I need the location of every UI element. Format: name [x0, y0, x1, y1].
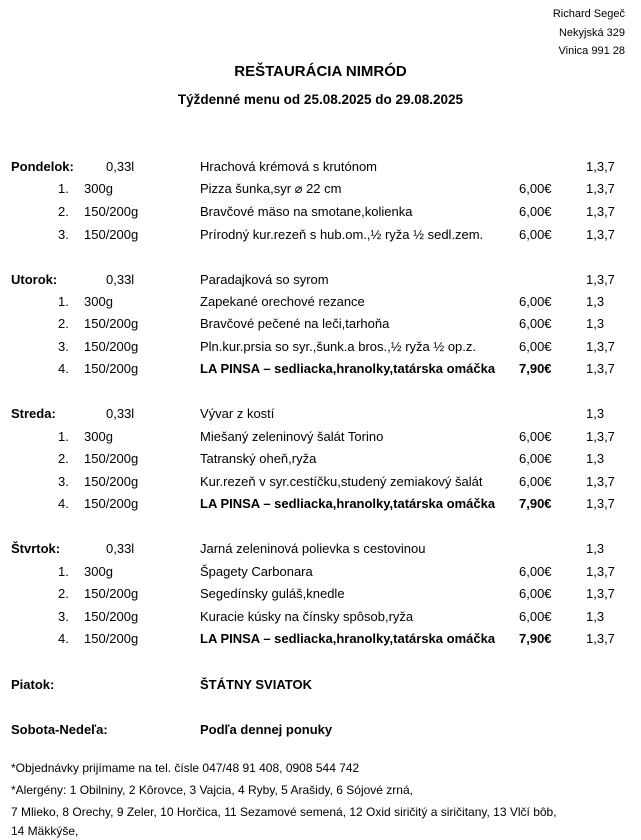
item-size: 150/200g: [84, 496, 139, 511]
menu-item: [0, 474, 641, 492]
menu-item: [0, 631, 641, 649]
allergens: 1,3: [586, 451, 605, 466]
item-size: 300g: [84, 294, 113, 309]
item-name: Pln.kur.prsia so syr.,šunk.a bros.,½ ryža ½ op.z.: [200, 339, 477, 354]
item-price: 6,00€: [519, 227, 552, 242]
soup-name: Vývar z kostí: [200, 406, 275, 421]
menu-item: [0, 429, 641, 447]
menu-item: [0, 586, 641, 604]
day-header-friday: [0, 677, 641, 695]
day-name: Štvrtok:: [11, 541, 61, 556]
day-name: Piatok:: [11, 677, 55, 692]
item-price: 7,90€: [519, 361, 552, 376]
soup-size: 0,33l: [106, 406, 135, 421]
address-street: Nekyjská 329: [558, 27, 625, 39]
item-size: 150/200g: [84, 316, 139, 331]
allergens: 1,3: [586, 406, 605, 421]
item-price: 6,00€: [519, 339, 552, 354]
item-name: LA PINSA – sedliacka,hranolky,tatárska omáčka: [200, 361, 496, 376]
item-price: 6,00€: [519, 316, 552, 331]
item-size: 300g: [84, 564, 113, 579]
soup-name: Hrachová krémová s krutónom: [200, 159, 378, 174]
item-size: 150/200g: [84, 609, 139, 624]
item-name: LA PINSA – sedliacka,hranolky,tatárska omáčka: [200, 631, 496, 646]
item-name: Pizza šunka,syr ⌀ 22 cm: [200, 181, 342, 196]
item-name: LA PINSA – sedliacka,hranolky,tatárska omáčka: [200, 496, 496, 511]
day-header-weekend: [0, 722, 641, 740]
allergens: 1,3: [586, 294, 605, 309]
day-name: Streda:: [11, 406, 56, 421]
menu-item: [0, 339, 641, 357]
item-size: 300g: [84, 429, 113, 444]
item-price: 7,90€: [519, 496, 552, 511]
allergens: 1,3,7: [586, 429, 615, 444]
allergens: 1,3: [586, 541, 605, 556]
item-number: 3.: [58, 474, 69, 489]
item-size: 300g: [84, 181, 113, 196]
item-name: Miešaný zeleninový šalát Torino: [200, 429, 384, 444]
day-note: ŠTÁTNY SVIATOK: [200, 677, 312, 692]
allergens: 1,3,7: [586, 564, 615, 579]
menu-item: [0, 609, 641, 627]
item-number: 3.: [58, 609, 69, 624]
soup-size: 0,33l: [106, 159, 135, 174]
order-contact: *Objednávky prijímame na tel. čísle 047/48 91 408, 0908 544 742: [11, 761, 360, 775]
allergen-legend-line: *Alergény: 1 Obilniny, 2 Kôrovce, 3 Vajcia, 4 Ryby, 5 Arašidy, 6 Sójové zrná,: [11, 783, 413, 797]
item-name: Zapekané orechové rezance: [200, 294, 365, 309]
allergens: 1,3,7: [586, 586, 615, 601]
allergens: 1,3,7: [586, 227, 615, 242]
item-number: 4.: [58, 361, 69, 376]
day-name: Utorok:: [11, 272, 58, 287]
item-price: 6,00€: [519, 451, 552, 466]
item-price: 6,00€: [519, 586, 552, 601]
item-name: Špagety Carbonara: [200, 564, 313, 579]
item-number: 4.: [58, 631, 69, 646]
item-number: 3.: [58, 339, 69, 354]
allergens: 1,3,7: [586, 474, 615, 489]
item-name: Kuracie kúsky na čínsky spôsob,ryža: [200, 609, 414, 624]
item-name: Kur.rezeň v syr.cestíčku,studený zemiakový šalát: [200, 474, 483, 489]
item-name: Tatranský oheň,ryža: [200, 451, 317, 466]
address-city: Vinica 991 28: [558, 45, 625, 57]
menu-item: [0, 564, 641, 582]
address-name: Richard Segeč: [552, 8, 625, 20]
item-number: 1.: [58, 181, 69, 196]
allergens: 1,3,7: [586, 496, 615, 511]
item-size: 150/200g: [84, 631, 139, 646]
day-header-monday: [0, 159, 641, 177]
allergens: 1,3: [586, 316, 605, 331]
allergen-legend-line: 7 Mlieko, 8 Orechy, 9 Zeler, 10 Horčica, 11 Sezamové semená, 12 Oxid siričitý a siričitany, 13 Vlčí bôb,: [11, 805, 557, 819]
soup-name: Jarná zeleninová polievka s cestovinou: [200, 541, 426, 556]
menu-item: [0, 451, 641, 469]
item-name: Bravčové mäso na smotane,kolienka: [200, 204, 413, 219]
item-number: 2.: [58, 204, 69, 219]
allergens: 1,3,7: [586, 204, 615, 219]
allergens: 1,3,7: [586, 272, 615, 287]
item-number: 1.: [58, 429, 69, 444]
item-price: 6,00€: [519, 564, 552, 579]
day-note: Podľa dennej ponuky: [200, 722, 333, 737]
item-number: 2.: [58, 451, 69, 466]
allergens: 1,3,7: [586, 339, 615, 354]
soup-name: Paradajková so syrom: [200, 272, 329, 287]
item-price: 6,00€: [519, 429, 552, 444]
item-size: 150/200g: [84, 227, 139, 242]
allergens: 1,3,7: [586, 181, 615, 196]
item-number: 2.: [58, 316, 69, 331]
menu-item: [0, 294, 641, 312]
menu-item: [0, 496, 641, 514]
item-name: Segedínsky guláš,knedle: [200, 586, 345, 601]
menu-subtitle: Týždenné menu od 25.08.2025 do 29.08.2025: [177, 92, 464, 107]
soup-size: 0,33l: [106, 272, 135, 287]
item-price: 6,00€: [519, 294, 552, 309]
item-number: 1.: [58, 294, 69, 309]
allergens: 1,3,7: [586, 159, 615, 174]
item-size: 150/200g: [84, 361, 139, 376]
item-price: 6,00€: [519, 474, 552, 489]
item-number: 3.: [58, 227, 69, 242]
item-number: 2.: [58, 586, 69, 601]
allergens: 1,3,7: [586, 631, 615, 646]
item-number: 4.: [58, 496, 69, 511]
day-name: Sobota-Nedeľa:: [11, 722, 108, 737]
allergen-legend-line: 14 Mäkkýše,: [11, 824, 79, 838]
allergens: 1,3: [586, 609, 605, 624]
menu-item: [0, 227, 641, 245]
soup-size: 0,33l: [106, 541, 135, 556]
item-size: 150/200g: [84, 339, 139, 354]
menu-item: [0, 181, 641, 199]
item-size: 150/200g: [84, 204, 139, 219]
item-price: 6,00€: [519, 181, 552, 196]
item-price: 6,00€: [519, 609, 552, 624]
menu-item: [0, 361, 641, 379]
day-header-thursday: [0, 541, 641, 559]
item-price: 7,90€: [519, 631, 552, 646]
item-name: Bravčové pečené na leči,tarhoňa: [200, 316, 390, 331]
item-size: 150/200g: [84, 474, 139, 489]
menu-item: [0, 316, 641, 334]
item-price: 6,00€: [519, 204, 552, 219]
item-size: 150/200g: [84, 586, 139, 601]
day-header-wednesday: [0, 406, 641, 424]
day-name: Pondelok:: [11, 159, 74, 174]
item-name: Prírodný kur.rezeň s hub.om.,½ ryža ½ sedl.zem.: [200, 227, 484, 242]
menu-item: [0, 204, 641, 222]
restaurant-title: REŠTAURÁCIA NIMRÓD: [234, 63, 407, 80]
day-header-tuesday: [0, 272, 641, 290]
allergens: 1,3,7: [586, 361, 615, 376]
item-size: 150/200g: [84, 451, 139, 466]
item-number: 1.: [58, 564, 69, 579]
